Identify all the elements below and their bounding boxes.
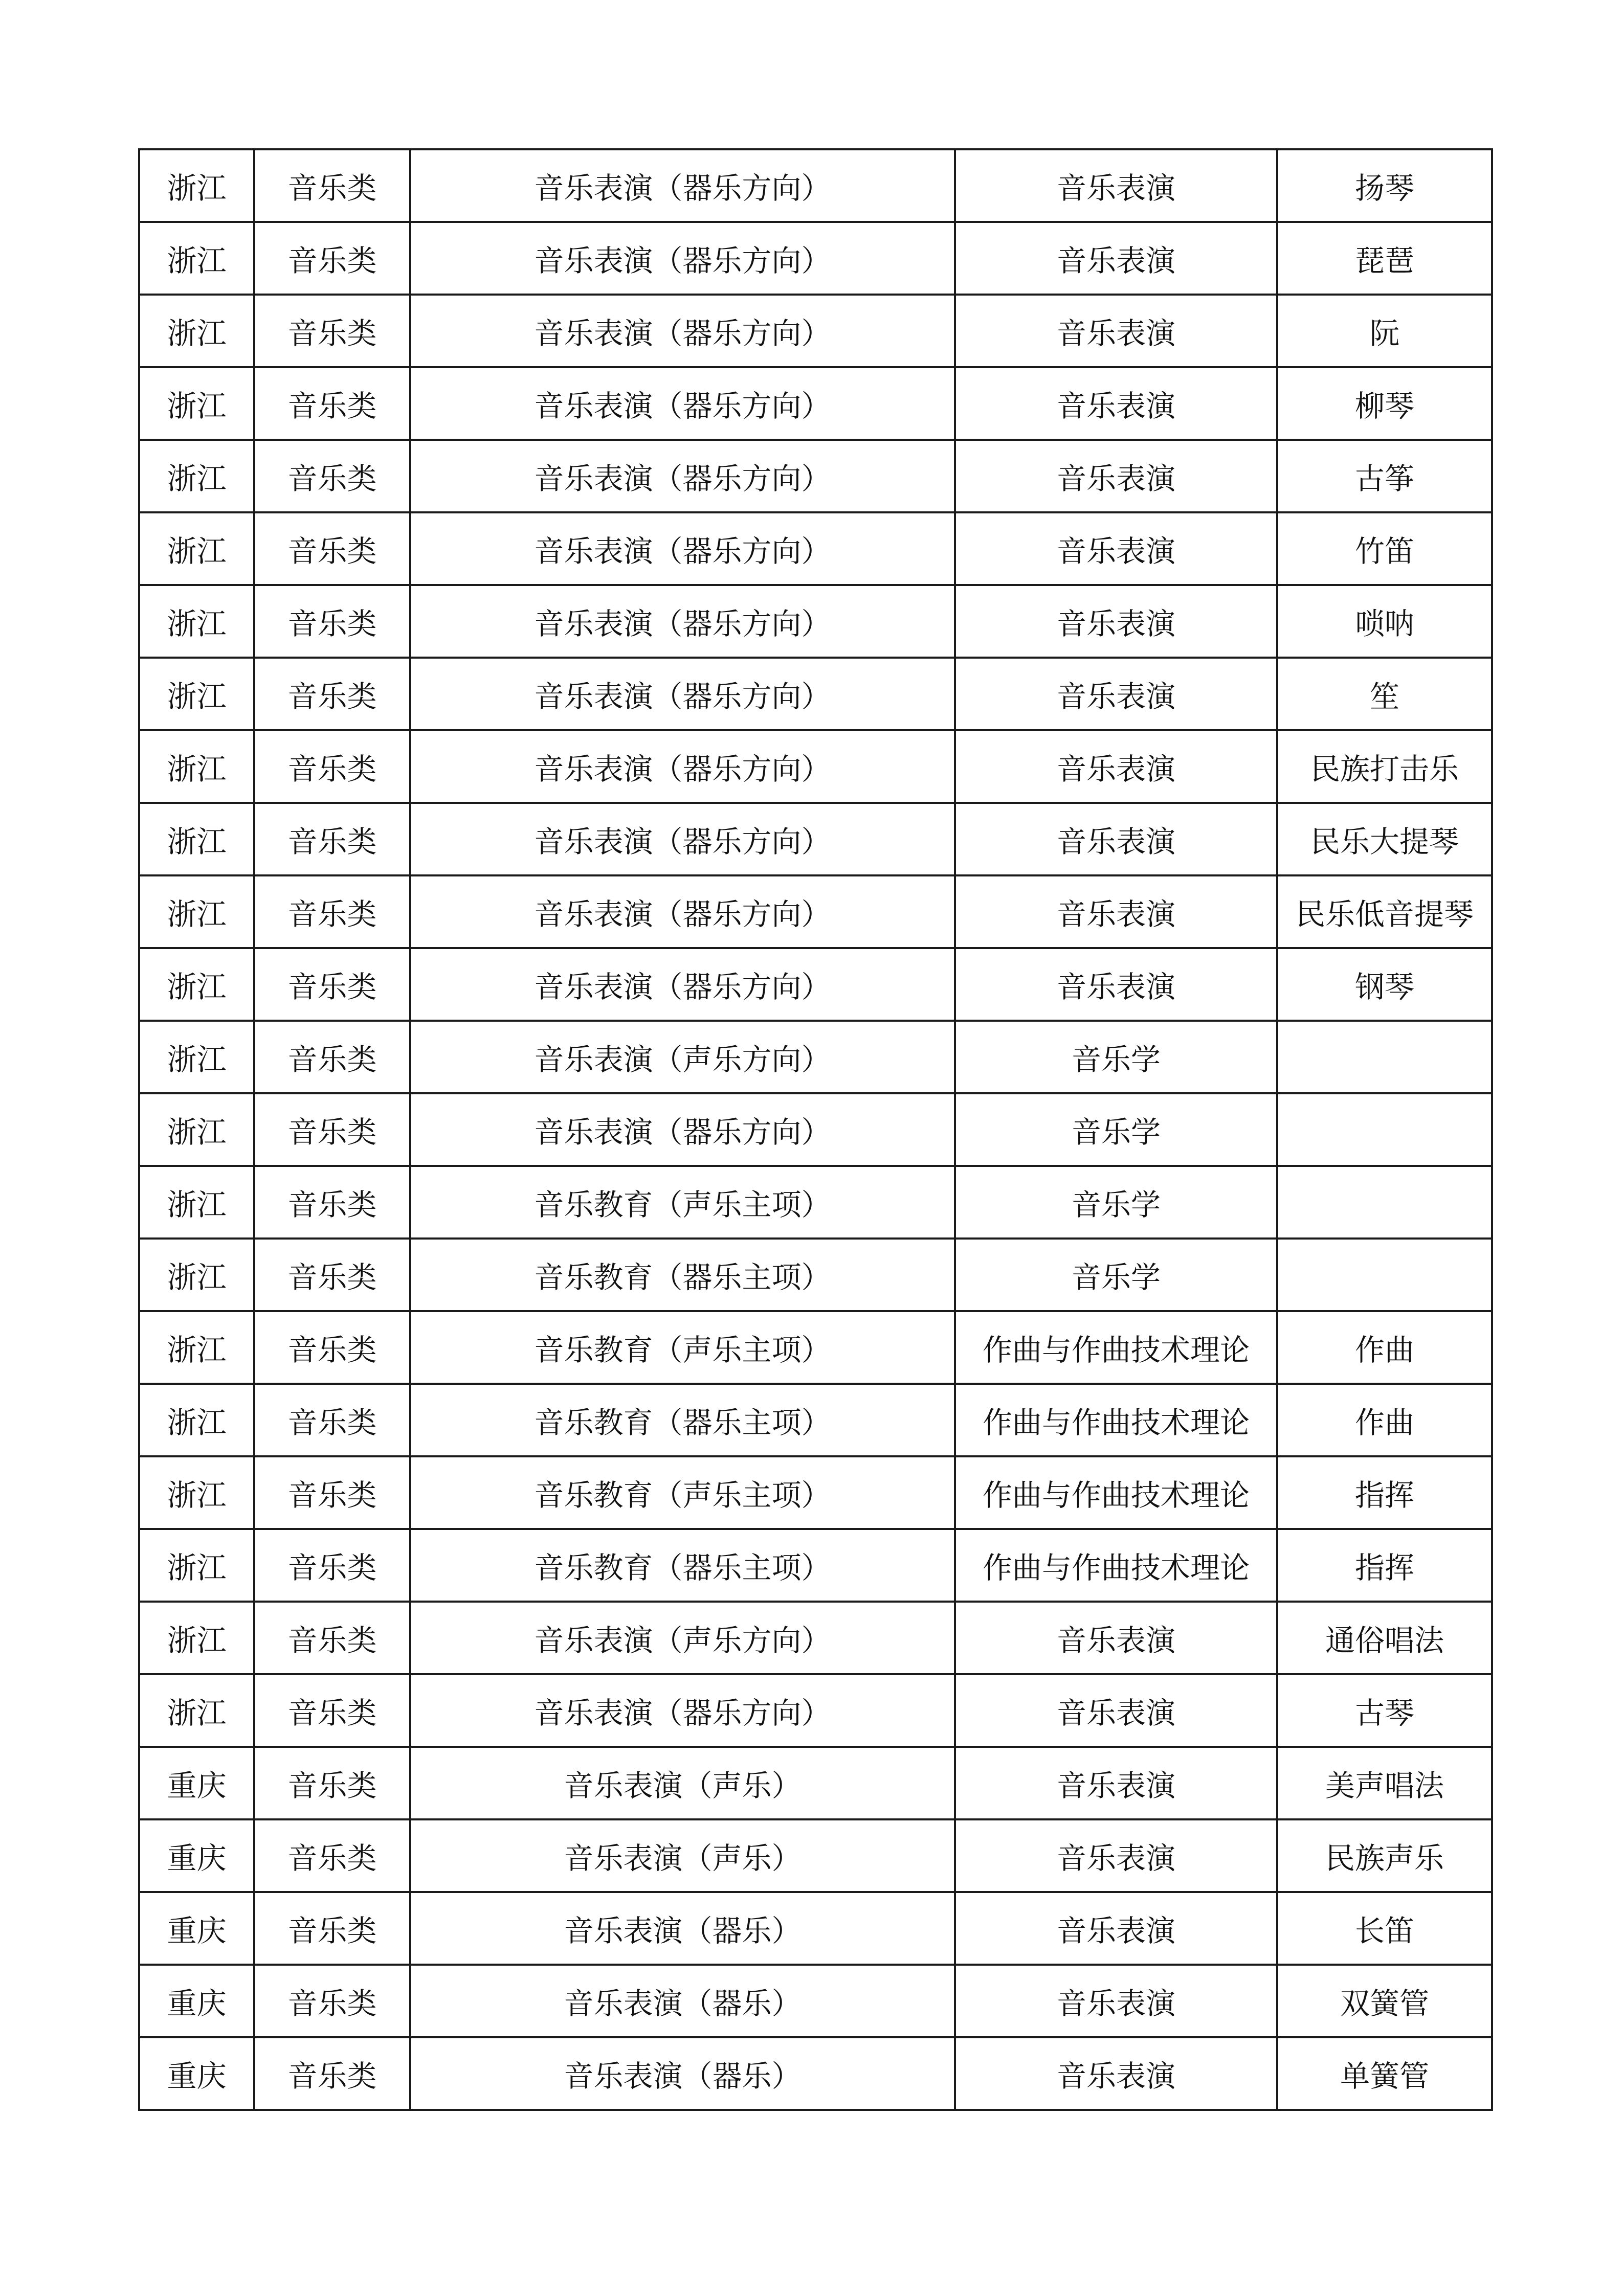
direction-cell: 古琴: [1277, 1674, 1492, 1747]
table-row: [139, 149, 1492, 222]
program-cell: 音乐表演: [955, 440, 1277, 512]
exam-major-cell: 音乐表演（声乐方向）: [410, 1021, 955, 1093]
table-row: [139, 1965, 1492, 2037]
direction-cell: 民族声乐: [1277, 1819, 1492, 1892]
category-cell: 音乐类: [254, 658, 410, 730]
category-cell: 音乐类: [254, 803, 410, 875]
direction-cell: [1277, 1239, 1492, 1311]
category-cell: 音乐类: [254, 2037, 410, 2110]
table-row: [139, 1892, 1492, 1965]
direction-cell: 民族打击乐: [1277, 730, 1492, 803]
direction-cell: 指挥: [1277, 1529, 1492, 1602]
table-row: [139, 875, 1492, 948]
province-cell: 浙江: [139, 1602, 254, 1674]
table-row: [139, 1384, 1492, 1456]
exam-major-cell: 音乐表演（声乐）: [410, 1747, 955, 1819]
direction-cell: 钢琴: [1277, 948, 1492, 1021]
program-cell: 音乐表演: [955, 1747, 1277, 1819]
table-row: [139, 1674, 1492, 1747]
direction-cell: 美声唱法: [1277, 1747, 1492, 1819]
category-cell: 音乐类: [254, 367, 410, 440]
category-cell: 音乐类: [254, 440, 410, 512]
table-row: [139, 730, 1492, 803]
exam-major-cell: 音乐表演（器乐）: [410, 1965, 955, 2037]
province-cell: 浙江: [139, 1529, 254, 1602]
category-cell: 音乐类: [254, 948, 410, 1021]
table-body: [139, 149, 1492, 2110]
province-cell: 浙江: [139, 803, 254, 875]
category-cell: 音乐类: [254, 1456, 410, 1529]
direction-cell: 作曲: [1277, 1384, 1492, 1456]
province-cell: 浙江: [139, 1311, 254, 1384]
category-cell: 音乐类: [254, 1892, 410, 1965]
exam-major-cell: 音乐表演（声乐）: [410, 1819, 955, 1892]
exam-major-cell: 音乐表演（器乐方向）: [410, 149, 955, 222]
province-cell: 浙江: [139, 1093, 254, 1166]
direction-cell: 唢呐: [1277, 585, 1492, 658]
exam-major-cell: 音乐表演（器乐方向）: [410, 948, 955, 1021]
category-cell: 音乐类: [254, 585, 410, 658]
direction-cell: 作曲: [1277, 1311, 1492, 1384]
exam-major-cell: 音乐表演（器乐方向）: [410, 295, 955, 367]
category-cell: 音乐类: [254, 875, 410, 948]
program-cell: 音乐表演: [955, 658, 1277, 730]
category-cell: 音乐类: [254, 1166, 410, 1239]
direction-cell: 扬琴: [1277, 149, 1492, 222]
category-cell: 音乐类: [254, 1747, 410, 1819]
program-cell: 音乐学: [955, 1239, 1277, 1311]
province-cell: 浙江: [139, 585, 254, 658]
table-row: [139, 222, 1492, 295]
exam-major-cell: 音乐表演（器乐方向）: [410, 730, 955, 803]
exam-major-cell: 音乐表演（器乐方向）: [410, 440, 955, 512]
table-row: [139, 948, 1492, 1021]
category-cell: 音乐类: [254, 1529, 410, 1602]
category-cell: 音乐类: [254, 222, 410, 295]
category-cell: 音乐类: [254, 730, 410, 803]
direction-cell: 阮: [1277, 295, 1492, 367]
table-row: [139, 1819, 1492, 1892]
exam-major-cell: 音乐表演（器乐）: [410, 1892, 955, 1965]
table-row: [139, 1529, 1492, 1602]
data-table: [138, 148, 1493, 2111]
direction-cell: [1277, 1093, 1492, 1166]
category-cell: 音乐类: [254, 1674, 410, 1747]
category-cell: 音乐类: [254, 1819, 410, 1892]
direction-cell: 民乐低音提琴: [1277, 875, 1492, 948]
program-cell: 音乐表演: [955, 875, 1277, 948]
province-cell: 浙江: [139, 512, 254, 585]
program-cell: 音乐表演: [955, 222, 1277, 295]
direction-cell: 琵琶: [1277, 222, 1492, 295]
province-cell: 浙江: [139, 1674, 254, 1747]
direction-cell: 通俗唱法: [1277, 1602, 1492, 1674]
exam-major-cell: 音乐表演（器乐方向）: [410, 585, 955, 658]
table-row: [139, 440, 1492, 512]
program-cell: 音乐学: [955, 1166, 1277, 1239]
province-cell: 浙江: [139, 222, 254, 295]
province-cell: 浙江: [139, 730, 254, 803]
province-cell: 重庆: [139, 1892, 254, 1965]
direction-cell: 单簧管: [1277, 2037, 1492, 2110]
program-cell: 音乐表演: [955, 367, 1277, 440]
direction-cell: 双簧管: [1277, 1965, 1492, 2037]
province-cell: 浙江: [139, 658, 254, 730]
direction-cell: [1277, 1021, 1492, 1093]
category-cell: 音乐类: [254, 1311, 410, 1384]
program-cell: 音乐学: [955, 1093, 1277, 1166]
category-cell: 音乐类: [254, 295, 410, 367]
table-row: [139, 1166, 1492, 1239]
province-cell: 浙江: [139, 367, 254, 440]
exam-major-cell: 音乐教育（声乐主项）: [410, 1311, 955, 1384]
exam-major-cell: 音乐表演（器乐）: [410, 2037, 955, 2110]
direction-cell: 柳琴: [1277, 367, 1492, 440]
program-cell: 音乐表演: [955, 1674, 1277, 1747]
program-cell: 音乐表演: [955, 948, 1277, 1021]
table-row: [139, 1747, 1492, 1819]
program-cell: 作曲与作曲技术理论: [955, 1384, 1277, 1456]
exam-major-cell: 音乐表演（器乐方向）: [410, 1093, 955, 1166]
province-cell: 浙江: [139, 948, 254, 1021]
program-cell: 音乐表演: [955, 1892, 1277, 1965]
exam-major-cell: 音乐教育（声乐主项）: [410, 1456, 955, 1529]
category-cell: 音乐类: [254, 1093, 410, 1166]
program-cell: 音乐表演: [955, 2037, 1277, 2110]
exam-major-cell: 音乐教育（器乐主项）: [410, 1384, 955, 1456]
province-cell: 重庆: [139, 1747, 254, 1819]
province-cell: 浙江: [139, 1021, 254, 1093]
table-row: [139, 1311, 1492, 1384]
direction-cell: 民乐大提琴: [1277, 803, 1492, 875]
province-cell: 浙江: [139, 440, 254, 512]
table-row: [139, 295, 1492, 367]
province-cell: 浙江: [139, 1239, 254, 1311]
program-cell: 音乐学: [955, 1021, 1277, 1093]
province-cell: 浙江: [139, 295, 254, 367]
exam-major-cell: 音乐表演（器乐方向）: [410, 803, 955, 875]
exam-major-cell: 音乐表演（器乐方向）: [410, 222, 955, 295]
direction-cell: 竹笛: [1277, 512, 1492, 585]
program-cell: 音乐表演: [955, 295, 1277, 367]
table-row: [139, 803, 1492, 875]
direction-cell: 笙: [1277, 658, 1492, 730]
exam-major-cell: 音乐表演（器乐方向）: [410, 875, 955, 948]
province-cell: 重庆: [139, 2037, 254, 2110]
program-cell: 音乐表演: [955, 149, 1277, 222]
program-cell: 音乐表演: [955, 585, 1277, 658]
exam-major-cell: 音乐教育（器乐主项）: [410, 1529, 955, 1602]
exam-major-cell: 音乐教育（器乐主项）: [410, 1239, 955, 1311]
category-cell: 音乐类: [254, 1384, 410, 1456]
program-cell: 作曲与作曲技术理论: [955, 1311, 1277, 1384]
category-cell: 音乐类: [254, 1965, 410, 2037]
direction-cell: [1277, 1166, 1492, 1239]
exam-major-cell: 音乐教育（声乐主项）: [410, 1166, 955, 1239]
table-row: [139, 2037, 1492, 2110]
program-cell: 作曲与作曲技术理论: [955, 1529, 1277, 1602]
province-cell: 重庆: [139, 1819, 254, 1892]
category-cell: 音乐类: [254, 1239, 410, 1311]
exam-major-cell: 音乐表演（器乐方向）: [410, 367, 955, 440]
category-cell: 音乐类: [254, 149, 410, 222]
direction-cell: 古筝: [1277, 440, 1492, 512]
direction-cell: 长笛: [1277, 1892, 1492, 1965]
exam-major-cell: 音乐表演（器乐方向）: [410, 1674, 955, 1747]
category-cell: 音乐类: [254, 1021, 410, 1093]
category-cell: 音乐类: [254, 1602, 410, 1674]
direction-cell: 指挥: [1277, 1456, 1492, 1529]
table-row: [139, 658, 1492, 730]
program-cell: 音乐表演: [955, 803, 1277, 875]
program-cell: 音乐表演: [955, 1602, 1277, 1674]
province-cell: 浙江: [139, 1384, 254, 1456]
province-cell: 重庆: [139, 1965, 254, 2037]
category-cell: 音乐类: [254, 512, 410, 585]
province-cell: 浙江: [139, 1456, 254, 1529]
table-row: [139, 1602, 1492, 1674]
program-cell: 音乐表演: [955, 512, 1277, 585]
province-cell: 浙江: [139, 1166, 254, 1239]
table-row: [139, 1093, 1492, 1166]
province-cell: 浙江: [139, 149, 254, 222]
exam-major-cell: 音乐表演（器乐方向）: [410, 658, 955, 730]
program-cell: 音乐表演: [955, 1819, 1277, 1892]
table-row: [139, 1021, 1492, 1093]
table-row: [139, 585, 1492, 658]
table-row: [139, 1239, 1492, 1311]
program-cell: 音乐表演: [955, 1965, 1277, 2037]
table-row: [139, 1456, 1492, 1529]
province-cell: 浙江: [139, 875, 254, 948]
exam-major-cell: 音乐表演（器乐方向）: [410, 512, 955, 585]
table-row: [139, 367, 1492, 440]
program-cell: 音乐表演: [955, 730, 1277, 803]
program-cell: 作曲与作曲技术理论: [955, 1456, 1277, 1529]
exam-major-cell: 音乐表演（声乐方向）: [410, 1602, 955, 1674]
table-row: [139, 512, 1492, 585]
